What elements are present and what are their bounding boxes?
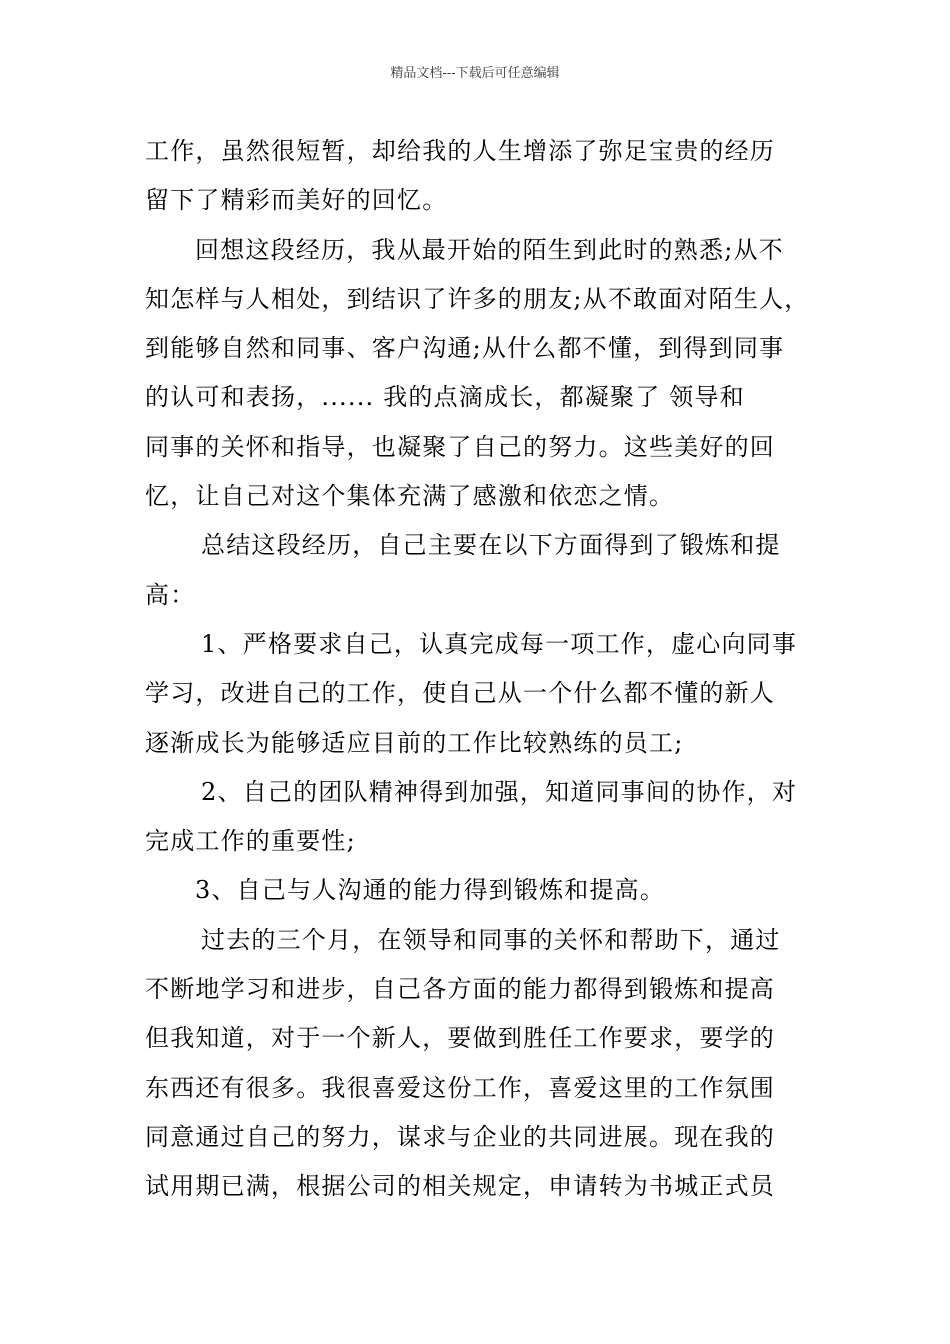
text-line: 不断地学习和进步，自己各方面的能力都得到锻炼和提高 (145, 975, 775, 1004)
text-line: 试用期已满，根据公司的相关规定，申请转为书城正式员 (145, 1172, 775, 1201)
list-item-2: 2、自己的团队精神得到加强，知道同事间的协作，对 (201, 777, 798, 806)
text-line: 完成工作的重要性; (145, 827, 356, 856)
text-line: 知怎样与人相处，到结识了许多的朋友;从不敢面对陌生人， (145, 284, 810, 313)
text-line: 高： (145, 580, 196, 609)
text-line: 留下了精彩而美好的回忆。 (145, 186, 448, 215)
text-line: 到能够自然和同事、客户沟通;从什么都不懂，到得到同事 (145, 334, 785, 363)
text-line: 同意通过自己的努力，谋求与企业的共同进展。现在我的 (145, 1122, 775, 1151)
text-line: 学习，改进自己的工作，使自己从一个什么都不懂的新人 (145, 679, 775, 708)
list-item-1: 1、严格要求自己，认真完成每一项工作，虚心向同事 (201, 629, 798, 658)
document-body (145, 127, 815, 1212)
page-header: 精品文档---下载后可任意编辑 (390, 66, 560, 81)
paragraph-start: 过去的三个月，在领导和同事的关怀和帮助下，通过 (201, 925, 781, 954)
text-line: 但我知道，对于一个新人，要做到胜任工作要求，要学的 (145, 1024, 775, 1053)
paragraph-start: 总结这段经历，自己主要在以下方面得到了锻炼和提 (201, 531, 781, 560)
text-line: 逐渐成长为能够适应目前的工作比较熟练的员工; (145, 728, 684, 757)
text-line: 忆，让自己对这个集体充满了感激和依恋之情。 (145, 482, 675, 511)
text-line: 的认可和表扬，...... 我的点滴成长，都凝聚了 领导和 (145, 383, 745, 412)
list-item-3: 3、自己与人沟通的能力得到锻炼和提高。 (195, 876, 666, 905)
text-line: 东西还有很多。我很喜爱这份工作，喜爱这里的工作氛围 (145, 1073, 775, 1102)
paragraph-start: 回想这段经历，我从最开始的陌生到此时的熟悉;从不 (195, 235, 784, 264)
text-line: 同事的关怀和指导，也凝聚了自己的努力。这些美好的回 (145, 432, 775, 461)
text-line: 工作，虽然很短暂，却给我的人生增添了弥足宝贵的经历 (145, 137, 775, 165)
